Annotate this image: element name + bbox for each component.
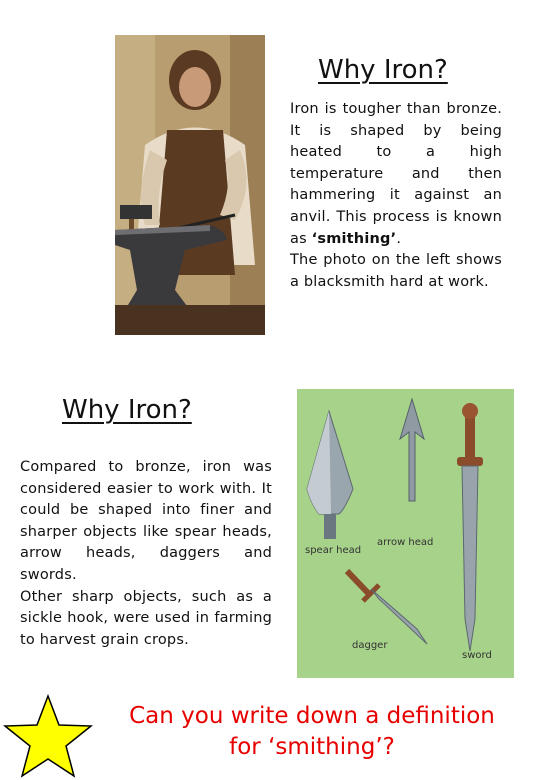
- top-paragraph: [290, 99, 502, 293]
- top-text-b: .: [396, 230, 402, 247]
- iron-weapons-image: [297, 389, 514, 678]
- star-icon: [2, 692, 94, 780]
- question-line-2: for ‘smithing’?: [229, 734, 395, 760]
- sword-icon: [457, 403, 483, 651]
- arrow-head-icon: [400, 399, 424, 501]
- question-prompt: [100, 701, 524, 763]
- weapons-illustration: [297, 389, 514, 678]
- spear-head-label: spear head: [305, 545, 362, 556]
- question-line-1: Can you write down a definition: [129, 703, 495, 729]
- section-title-bottom: Why Iron?: [62, 395, 192, 425]
- top-text-a: Iron is tougher than bronze. It is shaped by being heated to a high temperature and then hammering it against an anvil. This process is known as: [290, 101, 502, 247]
- blacksmith-photo: [115, 35, 265, 335]
- bottom-text-b: Other sharp objects, such as a sickle hook, were used in farming to harvest grain crops.: [20, 588, 272, 648]
- sword-label: sword: [462, 650, 492, 661]
- spear-head-icon: [307, 411, 353, 539]
- dagger-label: dagger: [352, 640, 388, 651]
- bottom-text-a: Compared to bronze, iron was considered easier to work with. It could be shaped into finer and sharper objects like spear heads, arrow heads, daggers and swords.: [20, 459, 272, 583]
- dagger-icon: [347, 571, 427, 644]
- top-paragraph-photo-note: The photo on the left shows a blacksmith hard at work.: [290, 252, 502, 290]
- top-paragraph-main: [290, 99, 502, 250]
- arrow-head-label: arrow head: [377, 537, 434, 548]
- blacksmith-illustration: [115, 35, 265, 335]
- bottom-paragraph: [20, 457, 272, 651]
- smithing-term: ‘smithing’: [311, 230, 397, 247]
- section-title-top: Why Iron?: [318, 55, 448, 85]
